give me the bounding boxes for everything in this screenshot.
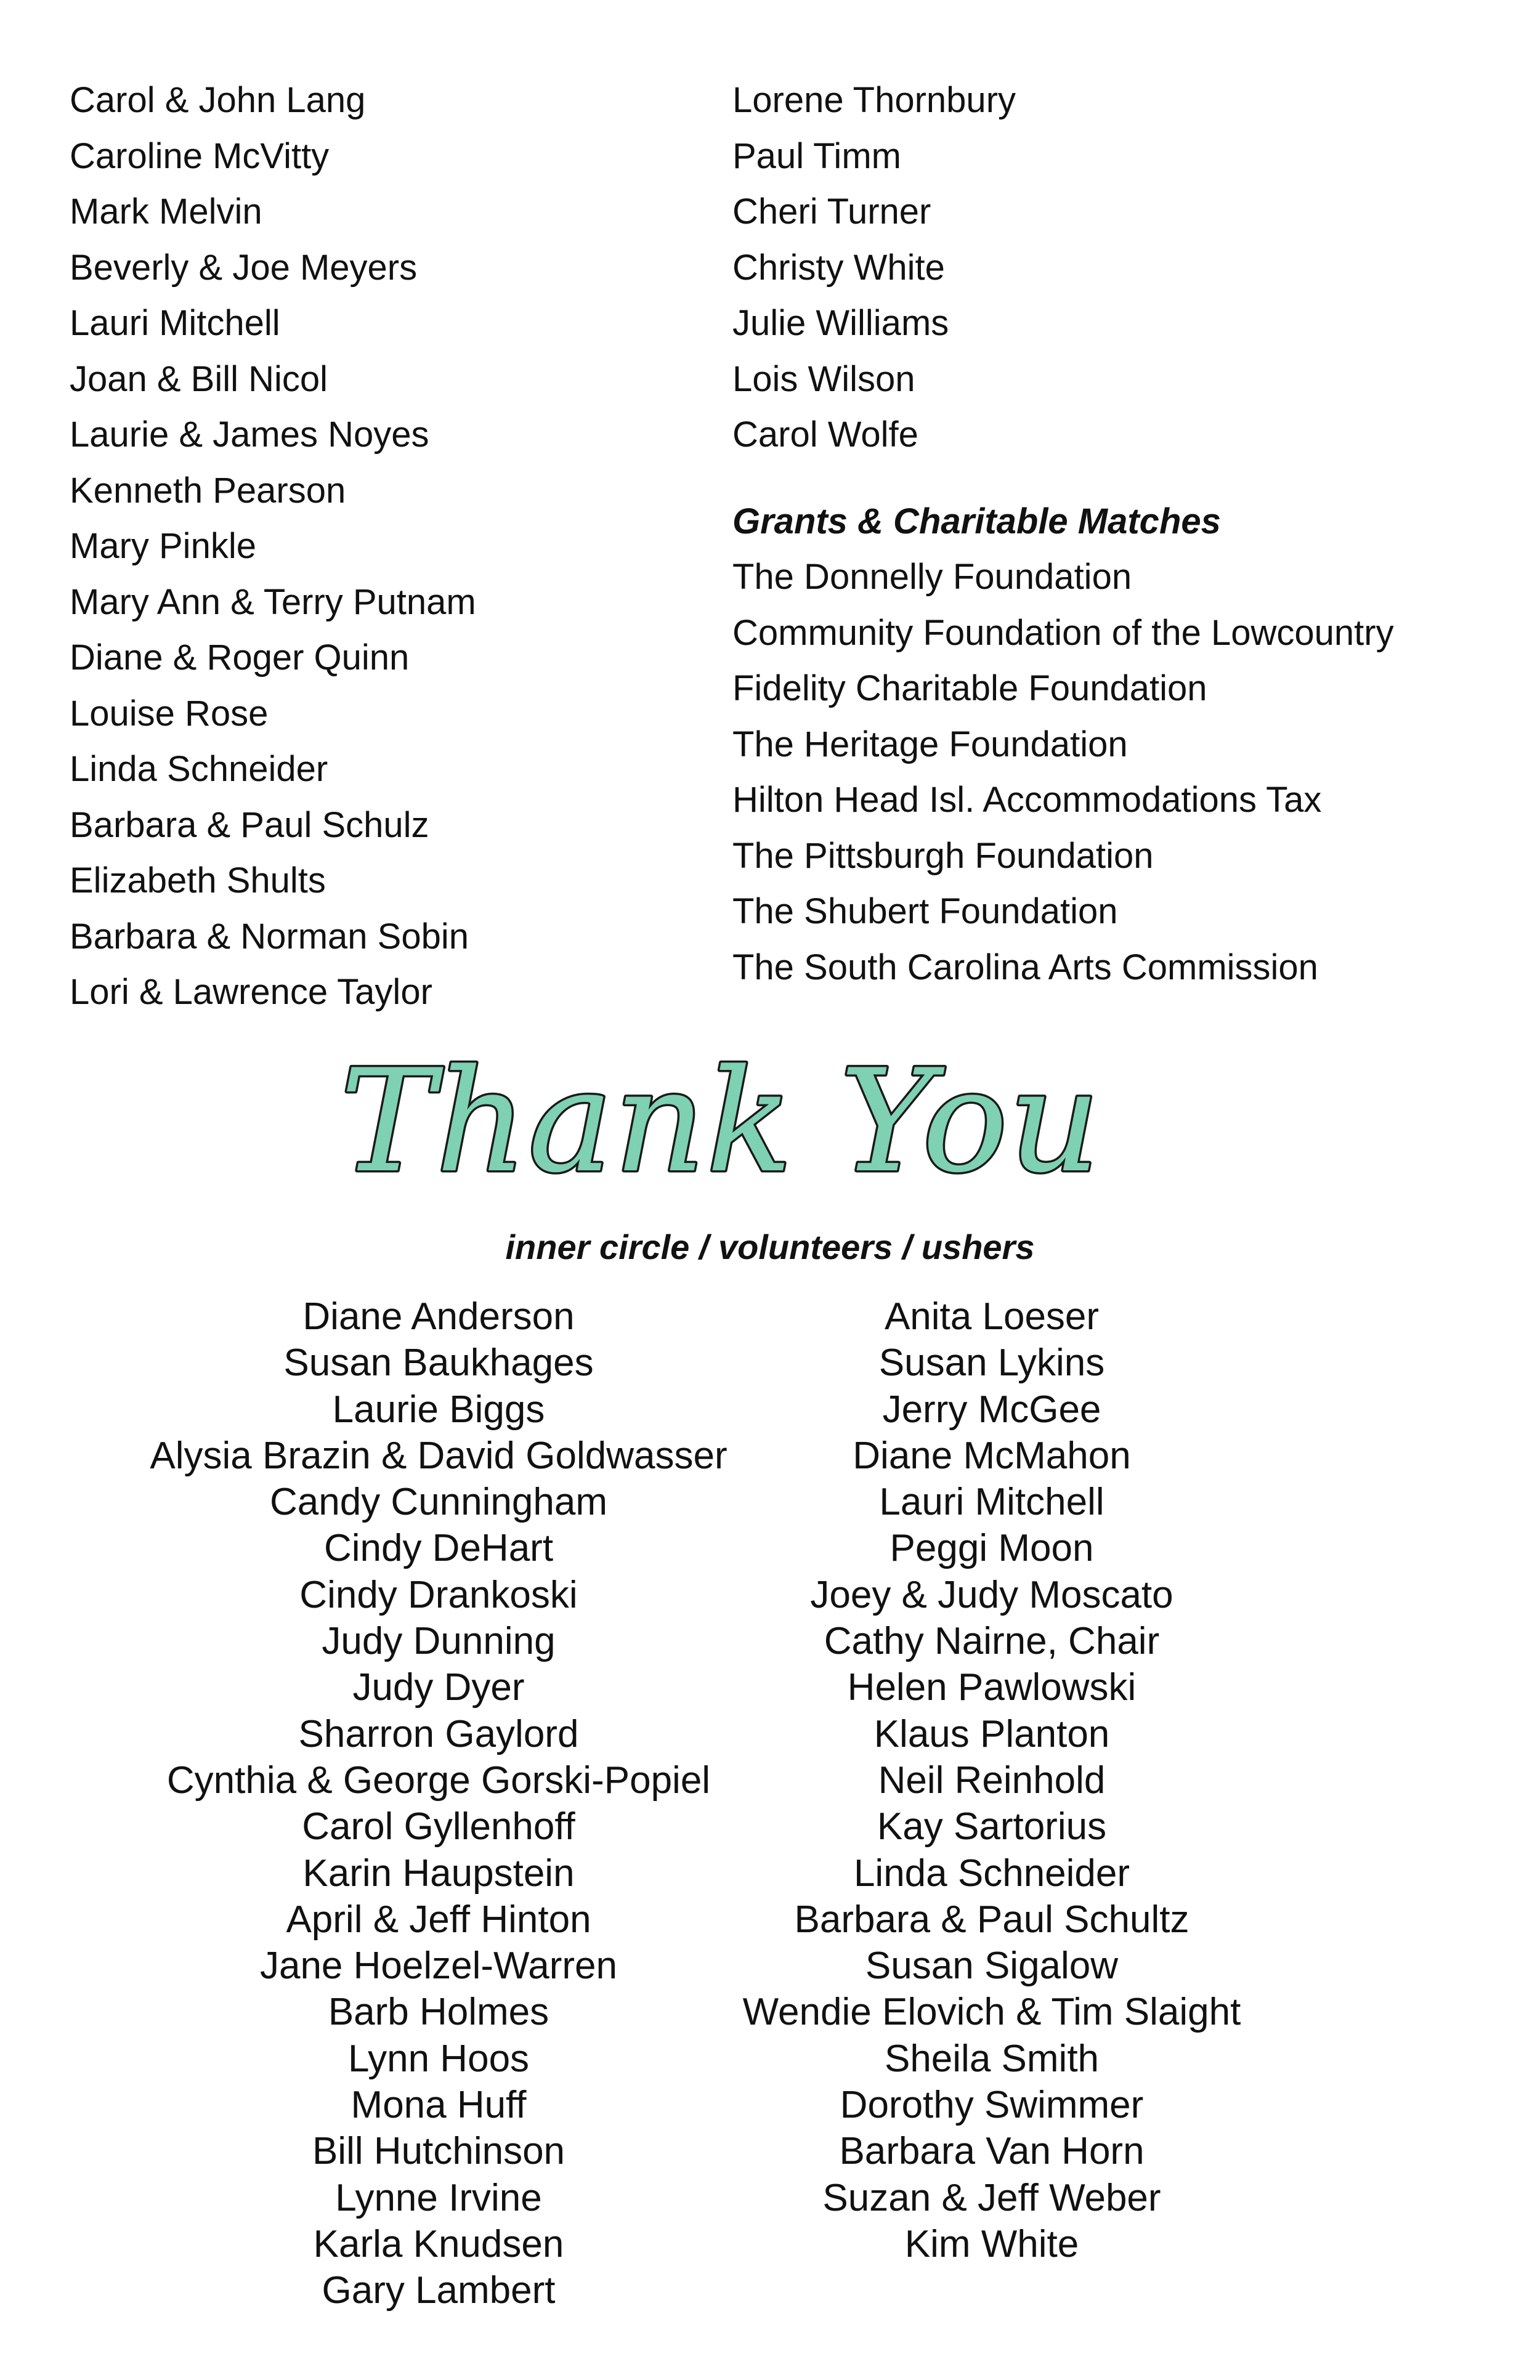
donor-list-right-names bbox=[732, 73, 1394, 463]
volunteer-name: Sheila Smith bbox=[884, 2037, 1100, 2080]
grant-item: The Heritage Foundation bbox=[732, 724, 1128, 764]
grant-item: The South Carolina Arts Commission bbox=[732, 947, 1318, 987]
volunteer-name: Peggi Moon bbox=[890, 1527, 1094, 1570]
grant-item: Hilton Head Isl. Accommodations Tax bbox=[732, 780, 1322, 820]
volunteer-name: Karla Knudsen bbox=[313, 2222, 564, 2265]
thank-you-script-title bbox=[340, 1040, 1101, 1238]
volunteer-name: Neil Reinhold bbox=[878, 1759, 1106, 1802]
volunteer-name: Barbara & Paul Schultz bbox=[794, 1898, 1189, 1941]
donor-name: Barbara & Norman Sobin bbox=[70, 916, 469, 957]
donor-name: Mary Ann & Terry Putnam bbox=[70, 581, 476, 622]
donor-name: Laurie & James Noyes bbox=[70, 415, 429, 455]
volunteer-name: Lynn Hoos bbox=[347, 2037, 530, 2080]
volunteer-name: April & Jeff Hinton bbox=[286, 1898, 591, 1941]
donor-name: Lori & Lawrence Taylor bbox=[70, 972, 432, 1012]
grant-item: Fidelity Charitable Foundation bbox=[732, 668, 1207, 708]
donor-name: Lauri Mitchell bbox=[70, 303, 280, 343]
grant-item: Community Foundation of the Lowcountry bbox=[732, 612, 1394, 653]
donor-name: Kenneth Pearson bbox=[70, 470, 346, 511]
donor-list-left bbox=[70, 73, 476, 1021]
volunteer-name: Karin Haupstein bbox=[302, 1852, 575, 1895]
volunteer-name: Cindy Drankoski bbox=[299, 1573, 578, 1616]
volunteer-name: Judy Dyer bbox=[352, 1666, 525, 1709]
donor-name: Beverly & Joe Meyers bbox=[70, 247, 418, 288]
donor-name: Elizabeth Shults bbox=[70, 860, 326, 901]
volunteer-name: Kay Sartorius bbox=[877, 1805, 1107, 1848]
donor-name: Joan & Bill Nicol bbox=[70, 358, 328, 399]
volunteer-name: Klaus Planton bbox=[873, 1712, 1110, 1755]
donor-name: Diane & Roger Quinn bbox=[70, 638, 410, 678]
volunteer-name: Gary Lambert bbox=[322, 2269, 556, 2312]
volunteer-name: Susan Lykins bbox=[878, 1342, 1105, 1385]
donor-name: Caroline McVitty bbox=[70, 136, 330, 176]
grant-item: The Shubert Foundation bbox=[732, 891, 1118, 931]
volunteer-name: Bill Hutchinson bbox=[312, 2130, 565, 2173]
volunteer-list-right bbox=[684, 1293, 1300, 2267]
volunteer-name: Lauri Mitchell bbox=[879, 1481, 1104, 1524]
volunteer-list-left bbox=[131, 1293, 747, 2314]
donor-name: Lois Wilson bbox=[732, 358, 915, 399]
donor-name: Louise Rose bbox=[70, 693, 269, 734]
volunteer-name: Linda Schneider bbox=[853, 1852, 1130, 1895]
thank-you-text: Thank You bbox=[340, 1040, 1101, 1204]
volunteer-name: Candy Cunningham bbox=[269, 1481, 607, 1524]
volunteer-name: Joey & Judy Moscato bbox=[810, 1573, 1173, 1616]
volunteer-name: Jane Hoelzel-Warren bbox=[259, 1945, 618, 1988]
volunteer-name: Cynthia & George Gorski-Popiel bbox=[166, 1759, 711, 1802]
volunteer-name: Susan Sigalow bbox=[865, 1945, 1119, 1988]
volunteer-name: Helen Pawlowski bbox=[847, 1666, 1137, 1709]
volunteer-name: Barbara Van Horn bbox=[839, 2130, 1145, 2173]
volunteer-name: Wendie Elovich & Tim Slaight bbox=[742, 1991, 1241, 2034]
donor-name: Lorene Thornbury bbox=[732, 80, 1016, 120]
donor-name: Mary Pinkle bbox=[70, 526, 256, 566]
donor-name: Linda Schneider bbox=[70, 749, 328, 789]
donor-name: Christy White bbox=[732, 247, 945, 288]
grants-heading: Grants & Charitable Matches bbox=[732, 501, 1221, 541]
volunteer-name: Alysia Brazin & David Goldwasser bbox=[150, 1434, 727, 1477]
volunteer-name: Mona Huff bbox=[351, 2084, 527, 2127]
donor-name: Cheri Turner bbox=[732, 192, 931, 232]
donor-list-right bbox=[732, 73, 1394, 995]
grants-list bbox=[732, 549, 1394, 995]
volunteer-name: Susan Baukhages bbox=[283, 1342, 594, 1385]
volunteer-name: Diane Anderson bbox=[302, 1295, 575, 1338]
donor-name: Mark Melvin bbox=[70, 192, 262, 232]
volunteer-name: Lynne Irvine bbox=[335, 2176, 542, 2219]
donor-name: Carol & John Lang bbox=[70, 80, 366, 120]
volunteer-name: Jerry McGee bbox=[882, 1388, 1101, 1431]
donor-name: Julie Williams bbox=[732, 303, 949, 343]
volunteers-heading: inner circle / volunteers / ushers bbox=[505, 1228, 1035, 1266]
volunteer-name: Cathy Nairne, Chair bbox=[824, 1620, 1160, 1663]
volunteer-name: Suzan & Jeff Weber bbox=[822, 2176, 1161, 2219]
volunteer-name: Carol Gyllenhoff bbox=[302, 1805, 575, 1848]
volunteer-name: Diane McMahon bbox=[853, 1434, 1131, 1477]
donor-name: Barbara & Paul Schulz bbox=[70, 804, 429, 845]
volunteer-name: Cindy DeHart bbox=[323, 1527, 554, 1570]
volunteer-name: Judy Dunning bbox=[322, 1620, 556, 1663]
volunteer-name: Laurie Biggs bbox=[332, 1388, 545, 1431]
volunteer-name: Dorothy Swimmer bbox=[840, 2084, 1144, 2127]
volunteer-name: Sharron Gaylord bbox=[298, 1712, 579, 1755]
grant-item: The Donnelly Foundation bbox=[732, 557, 1132, 597]
volunteer-name: Anita Loeser bbox=[884, 1295, 1100, 1338]
grant-item: The Pittsburgh Foundation bbox=[732, 835, 1154, 876]
volunteer-name: Barb Holmes bbox=[328, 1991, 549, 2034]
donor-name: Carol Wolfe bbox=[732, 415, 918, 455]
donor-name: Paul Timm bbox=[732, 136, 901, 176]
volunteer-name: Kim White bbox=[904, 2222, 1079, 2265]
